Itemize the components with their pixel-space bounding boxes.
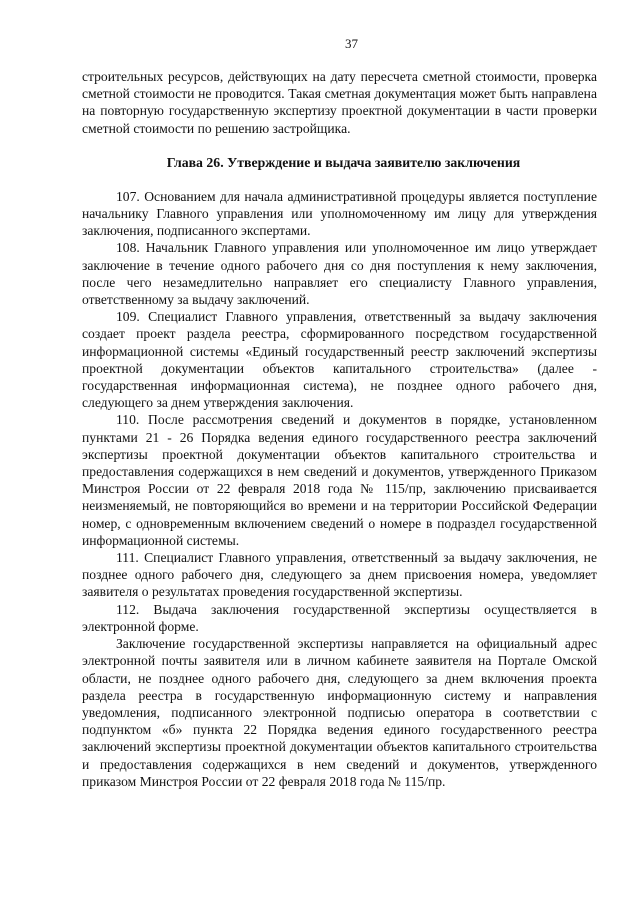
- document-body: [82, 68, 597, 790]
- chapter-heading: Глава 26. Утверждение и выдача заявителю заключения: [166, 154, 521, 170]
- paragraph-112-continued: Заключение государственной экспертизы направляется на официальный адрес электронной почты заявителя или в личном кабинете заявителя на Портале Омской области, не позднее одного рабочего дня, следующего за днем включения проекта раздела реестра в государственную информационную систему и направления уведомления, подписанного электронной подписью оператора в соответствии с подпунктом «б» пункта 22 Порядка ведения единого государственного реестра заключений экспертизы проектной документации объектов капитального строительства и предоставления содержащихся в нем сведений и документов, утвержденного приказом Минстроя России от 22 февраля 2018 года № 115/пр.: [82, 636, 597, 789]
- paragraph-108: 108. Начальник Главного управления или уполномоченное им лицо утверждает заключение в течение одного рабочего дня со дня поступления к нему заключения, после чего незамедлительно направляет его специалисту Главного управления, ответственному за выдачу заключений.: [82, 240, 597, 308]
- paragraph-109: 109. Специалист Главного управления, ответственный за выдачу заключения создает проект раздела реестра, сформированного посредством государственной информационной системы «Единый государственный реестр заключений экспертизы проектной документации объектов капитального строительства» (далее - государственная информационная система), не позднее одного рабочего дня, следующего за днем утверждения заключения.: [82, 309, 597, 411]
- paragraph-110: 110. После рассмотрения сведений и документов в порядке, установленном пунктами 21 - 26 Порядка ведения единого государственного реестра заключений экспертизы проектной документации объектов капитального строительства и предоставления содержащихся в нем сведений и документов, утвержденного Приказом Минстроя России от 22 февраля 2018 года № 115/пр, заключению присваивается неизменяемый, не повторяющийся во времени и на территории Российской Федерации номер, с одновременным включением сведений о номере в подраздел государственной информационной системы.: [82, 412, 597, 548]
- intro-paragraph: строительных ресурсов, действующих на дату пересчета сметной стоимости, проверка сметной стоимости не проводится. Такая сметная документация может быть направлена на повторную государственную экспертизу проектной документации в части проверки сметной стоимости по решению застройщика.: [82, 69, 597, 136]
- paragraph-107: 107. Основанием для начала административной процедуры является поступление начальнику Главного управления или уполномоченному им лицу для утверждения заключения, подписанного экспертами.: [82, 188, 597, 239]
- page-number: 37: [345, 36, 358, 51]
- paragraph-111: 111. Специалист Главного управления, ответственный за выдачу заключения, не позднее одного рабочего дня, следующего за днем присвоения номера, уведомляет заявителя о результатах проведения государственной экспертизы.: [82, 550, 597, 600]
- paragraph-112: 112. Выдача заключения государственной экспертизы осуществляется в электронной форме.: [82, 601, 597, 634]
